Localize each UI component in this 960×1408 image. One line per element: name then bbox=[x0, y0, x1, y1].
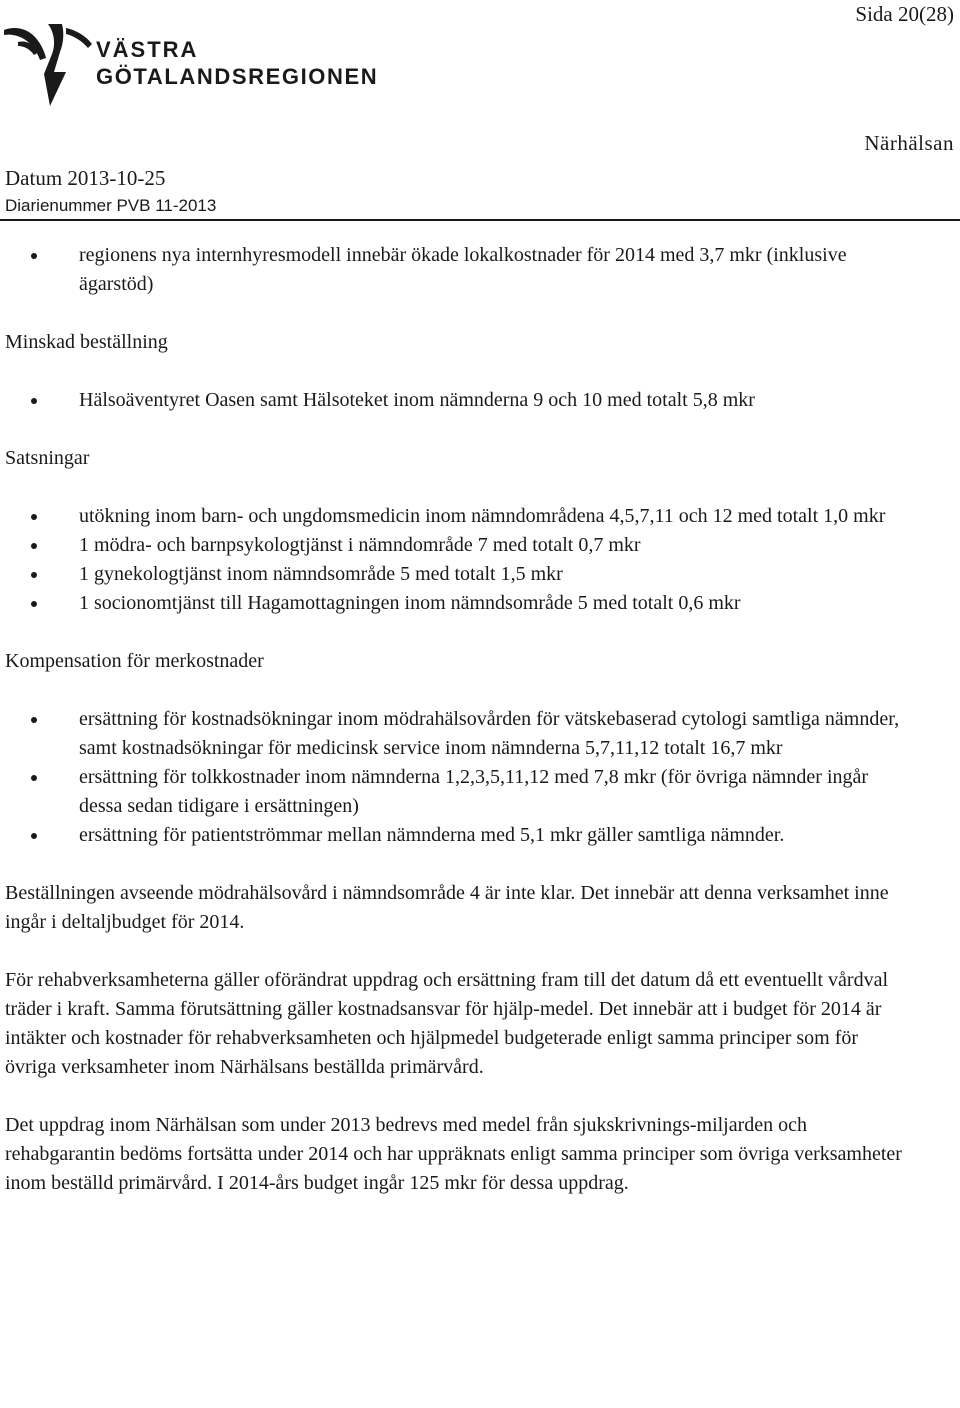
heading-satsningar: Satsningar bbox=[5, 447, 90, 469]
list-item bbox=[5, 821, 910, 850]
page-number: Sida 20(28) bbox=[855, 2, 954, 26]
vgr-logo-mark-icon bbox=[4, 24, 94, 110]
heading-minskad-bestallning: Minskad beställning bbox=[5, 331, 168, 353]
diarienummer: Diarienummer PVB 11-2013 bbox=[5, 196, 217, 215]
bullet-icon bbox=[31, 514, 37, 520]
bullet-icon bbox=[31, 601, 37, 607]
logo-line-1: VÄSTRA bbox=[96, 37, 199, 62]
logo-line-2: GÖTALANDSREGIONEN bbox=[96, 64, 379, 89]
heading-kompensation: Kompensation för merkostnader bbox=[5, 650, 264, 672]
document-date: Datum 2013-10-25 bbox=[5, 166, 166, 190]
department-name: Närhälsan bbox=[864, 131, 954, 155]
bullet-icon bbox=[31, 833, 37, 839]
list-item bbox=[5, 705, 910, 763]
bullet-icon bbox=[31, 572, 37, 578]
paragraph-modrahalsovard: Beställningen avseende mödrahälsovård i nämndsområde 4 är inte klar. Det innebär att denna verksamhet inne ingår i deltaljbudget för 2014. bbox=[5, 882, 889, 933]
list-item bbox=[5, 763, 910, 821]
list-item bbox=[5, 531, 910, 560]
list-item-text: 1 gynekologtjänst inom nämndsområde 5 med totalt 1,5 mkr bbox=[79, 563, 563, 585]
list-item bbox=[5, 589, 910, 618]
list-item bbox=[5, 560, 910, 589]
list-item-text: ersättning för kostnadsökningar inom mödrahälsovården för vätskebaserad cytologi samtliga nämnder, samt kostnadsökningar för medicinsk service inom nämnderna 5,7,11,12 totalt 16,7 mkr bbox=[79, 708, 900, 759]
bullet-icon bbox=[31, 717, 37, 723]
list-item bbox=[5, 386, 910, 415]
satsningar-bullet-list bbox=[5, 502, 910, 618]
list-item-text: regionens nya internhyresmodell innebär ökade lokalkostnader för 2014 med 3,7 mkr (inklusive ägarstöd) bbox=[79, 244, 847, 295]
list-item-text: utökning inom barn- och ungdomsmedicin inom nämndområdena 4,5,7,11 och 12 med totalt 1,0 mkr bbox=[79, 505, 886, 527]
vgr-logo bbox=[4, 24, 384, 110]
paragraph-rehabverksamheter: För rehabverksamheterna gäller oförändrat uppdrag och ersättning fram till det datum då ett eventuellt vårdval träder i kraft. Samma förutsättning gäller kostnadsansvar för hjälp-medel. Det innebär att i budget för 2014 är intäkter och kostnader för rehabverksamheten och hjälpmedel budgeterade enligt samma principer som för övriga verksamheter inom Närhälsans beställda primärvård. bbox=[5, 969, 888, 1078]
bullet-icon bbox=[31, 398, 37, 404]
list-item-text: ersättning för tolkkostnader inom nämnderna 1,2,3,5,11,12 med 7,8 mkr (för övriga nämnder ingår dessa sedan tidigare i ersättningen) bbox=[79, 766, 869, 817]
header-divider bbox=[0, 219, 960, 221]
bullet-icon bbox=[31, 775, 37, 781]
kompensation-bullet-list bbox=[5, 705, 910, 850]
document-body bbox=[5, 241, 910, 1198]
minskad-bullet-list bbox=[5, 386, 910, 415]
list-item-text: 1 socionomtjänst till Hagamottagningen inom nämndsområde 5 med totalt 0,6 mkr bbox=[79, 592, 741, 614]
list-item-text: Hälsoäventyret Oasen samt Hälsoteket inom nämnderna 9 och 10 med totalt 5,8 mkr bbox=[79, 389, 755, 411]
bullet-icon bbox=[31, 543, 37, 549]
bullet-icon bbox=[31, 253, 37, 259]
paragraph-uppdrag: Det uppdrag inom Närhälsan som under 2013 bedrevs med medel från sjukskrivnings-miljarden och rehabgarantin bedöms fortsätta under 2014 och har uppräknats enligt samma principer som övriga verksamheter inom beställd primärvård. I 2014-års budget ingår 125 mkr för dessa uppdrag. bbox=[5, 1114, 902, 1194]
intro-bullet-list bbox=[5, 241, 910, 299]
list-item-text: ersättning för patientströmmar mellan nämnderna med 5,1 mkr gäller samtliga nämnder. bbox=[79, 824, 785, 846]
list-item bbox=[5, 502, 910, 531]
list-item bbox=[5, 241, 910, 299]
list-item-text: 1 mödra- och barnpsykologtjänst i nämndområde 7 med totalt 0,7 mkr bbox=[79, 534, 641, 556]
